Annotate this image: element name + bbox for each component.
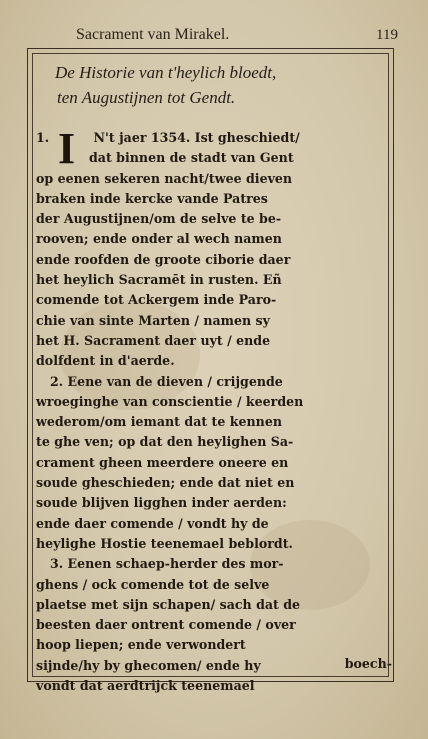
text-line: het heylich Sacramēt in rusten. Eñ (36, 272, 282, 288)
text-line: soude blijven ligghen inder aerden: (36, 495, 287, 511)
text-line: rooven; ende onder al wech namen (36, 231, 282, 247)
running-title: Sacrament van Mirakel. (76, 26, 230, 43)
text-line: wederom/om iemant dat te kennen (36, 414, 282, 430)
text-line: ende roofden de groote ciborie daer (36, 251, 291, 267)
text-line: chie van sinte Marten / namen sy (36, 312, 270, 328)
text-line: heylighe Hostie teenemael beblordt. (36, 535, 293, 551)
text-line: te ghe ven; op dat den heylighen Sa- (36, 434, 294, 450)
text-line-content: N't jaer 1354. Ist gheschiedt/ (93, 130, 300, 145)
catchword: boech- (344, 656, 392, 671)
text-line: wroeginghe van conscientie / keerden (36, 393, 304, 409)
chapter-title (55, 60, 375, 110)
text-line: ghens / ock comende tot de selve (36, 576, 270, 592)
text-line: hoop liepen; ende verwondert (36, 637, 246, 653)
drop-cap: I (58, 124, 76, 173)
chapter-title-line-1: De Historie van t'heylich bloedt, (55, 63, 277, 82)
text-line: 3. Eenen schaep-herder des mor- (50, 556, 284, 572)
text-line: der Augustijnen/om de selve te be- (36, 211, 282, 227)
text-line: op eenen sekeren nacht/twee dieven (36, 170, 293, 186)
text-line: soude gheschieden; ende dat niet en (36, 475, 295, 491)
text-line: ende daer comende / vondt hy de (36, 515, 269, 531)
chapter-title-line-2: ten Augustijnen tot Gendt. (57, 88, 236, 107)
paragraph-number: 1. (36, 130, 54, 145)
text-line: comende tot Ackergem inde Paro- (36, 292, 277, 308)
body-text (36, 124, 386, 696)
text-line: beesten daer ontrent comende / over (36, 617, 296, 633)
text-line: plaetse met sijn schapen/ sach dat de (36, 596, 301, 612)
text-line: vondt dat aerdtrijck teenemael (36, 678, 255, 694)
text-line (36, 128, 386, 148)
text-line: het H. Sacrament daer uyt / ende (36, 332, 271, 348)
text-line: braken inde kercke vande Patres (36, 190, 268, 206)
text-line: crament gheen meerdere oneere en (36, 454, 289, 470)
text-line: dat binnen de stadt van Gent (89, 150, 294, 166)
page-number: 119 (376, 27, 398, 43)
text-line: sijnde/hy by ghecomen/ ende hy (36, 657, 261, 673)
text-line: 2. Eene van de dieven / crijgende (50, 373, 283, 389)
text-line: dolfdent in d'aerde. (36, 353, 175, 369)
